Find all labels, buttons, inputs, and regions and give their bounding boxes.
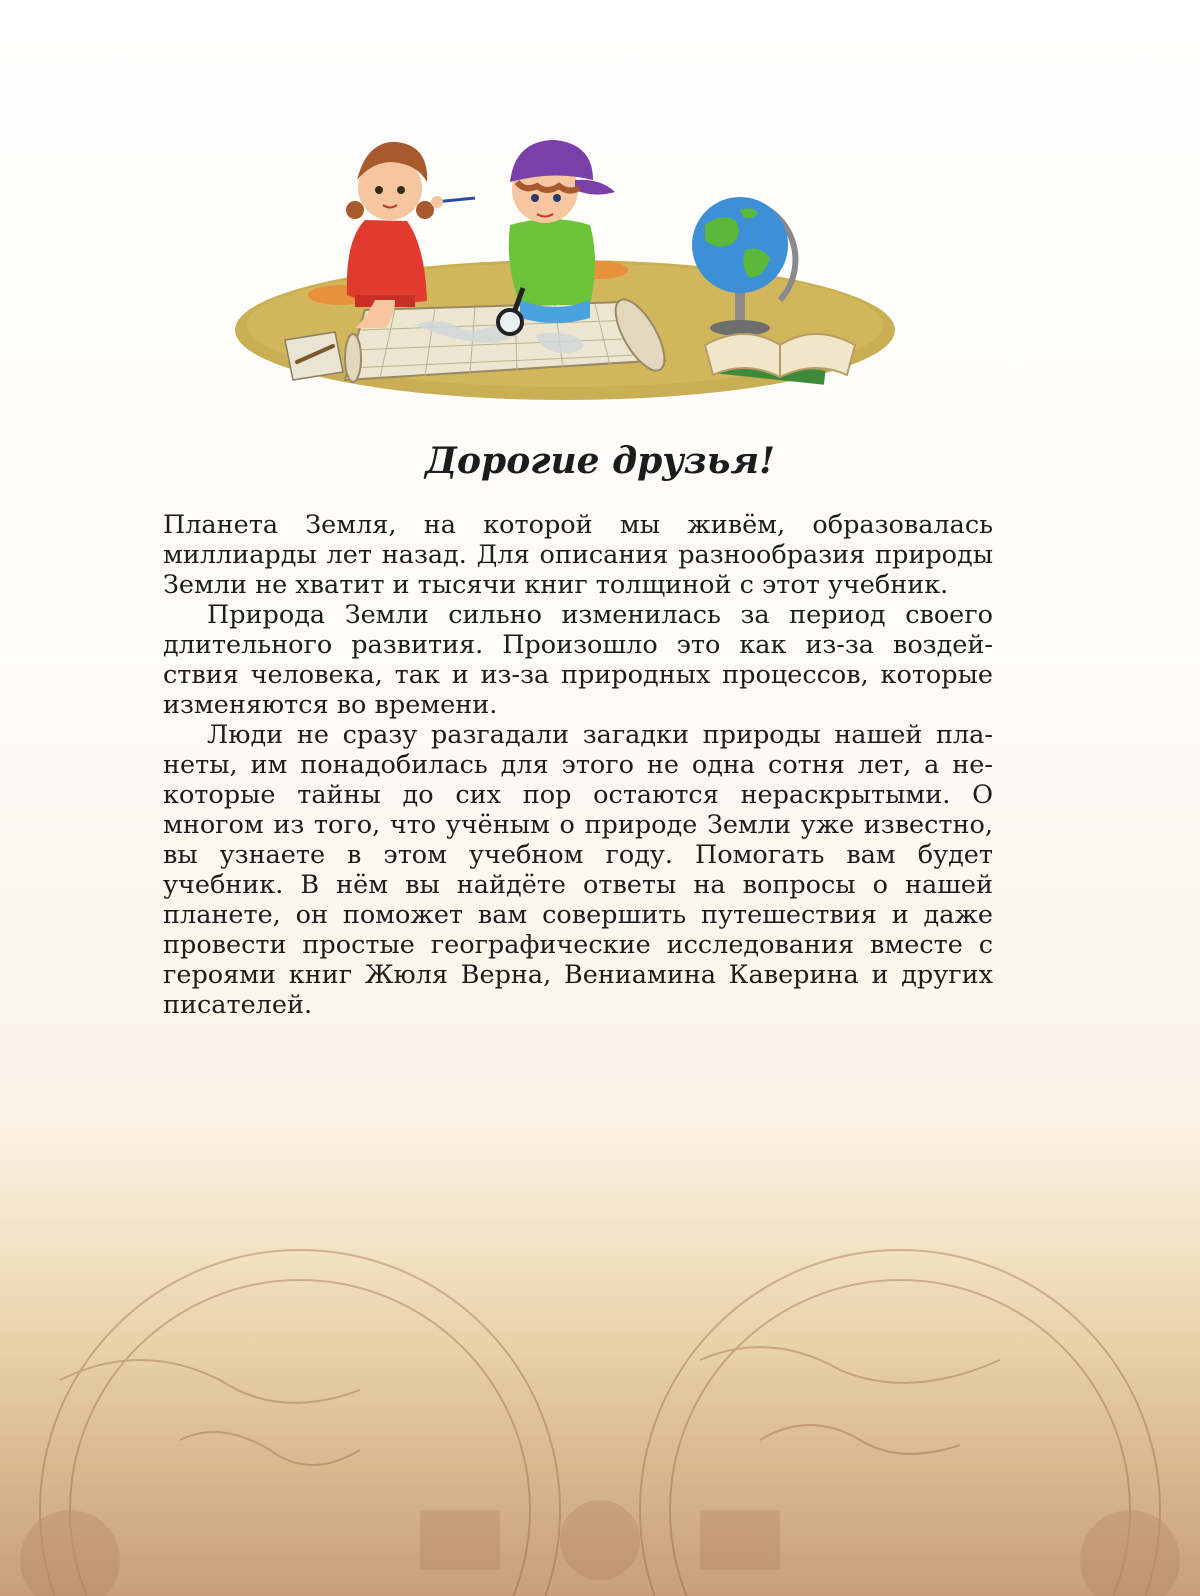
paragraph-1: Планета Земля, на которой мы живём, образовалась миллиарды лет назад. Для описания разнообразия природы Земли не хватит и тысячи книг толщиной с этот учебник.	[163, 510, 993, 600]
page-title: Дорогие друзья!	[425, 440, 775, 482]
antique-map-background	[0, 1180, 1200, 1596]
introduction-text	[163, 510, 993, 1020]
children-with-map-illustration	[235, 110, 905, 420]
paragraph-2: Природа Земли сильно изменилась за период своего длительного развития. Произошло это как из-за воздействия человека, так и из-за природных процессов, которые изменяются во времени.	[163, 600, 993, 720]
paragraph-3: Люди не сразу разгадали загадки природы нашей планеты, им понадобилась для этого не одна сотня лет, а некоторые тайны до сих пор остаются нераскрытыми. О многом из того, что учёным о природе Земли уже известно, вы узнаете в этом учебном году. Помогать вам будет учебник. В нём вы найдёте ответы на вопросы о нашей планете, он поможет вам совершить путешествия и даже провести простые географические исследования вместе с героями книг Жюля Верна, Вениамина Каверина и других писателей.	[163, 720, 993, 1020]
paper-with-pencil	[285, 332, 343, 380]
